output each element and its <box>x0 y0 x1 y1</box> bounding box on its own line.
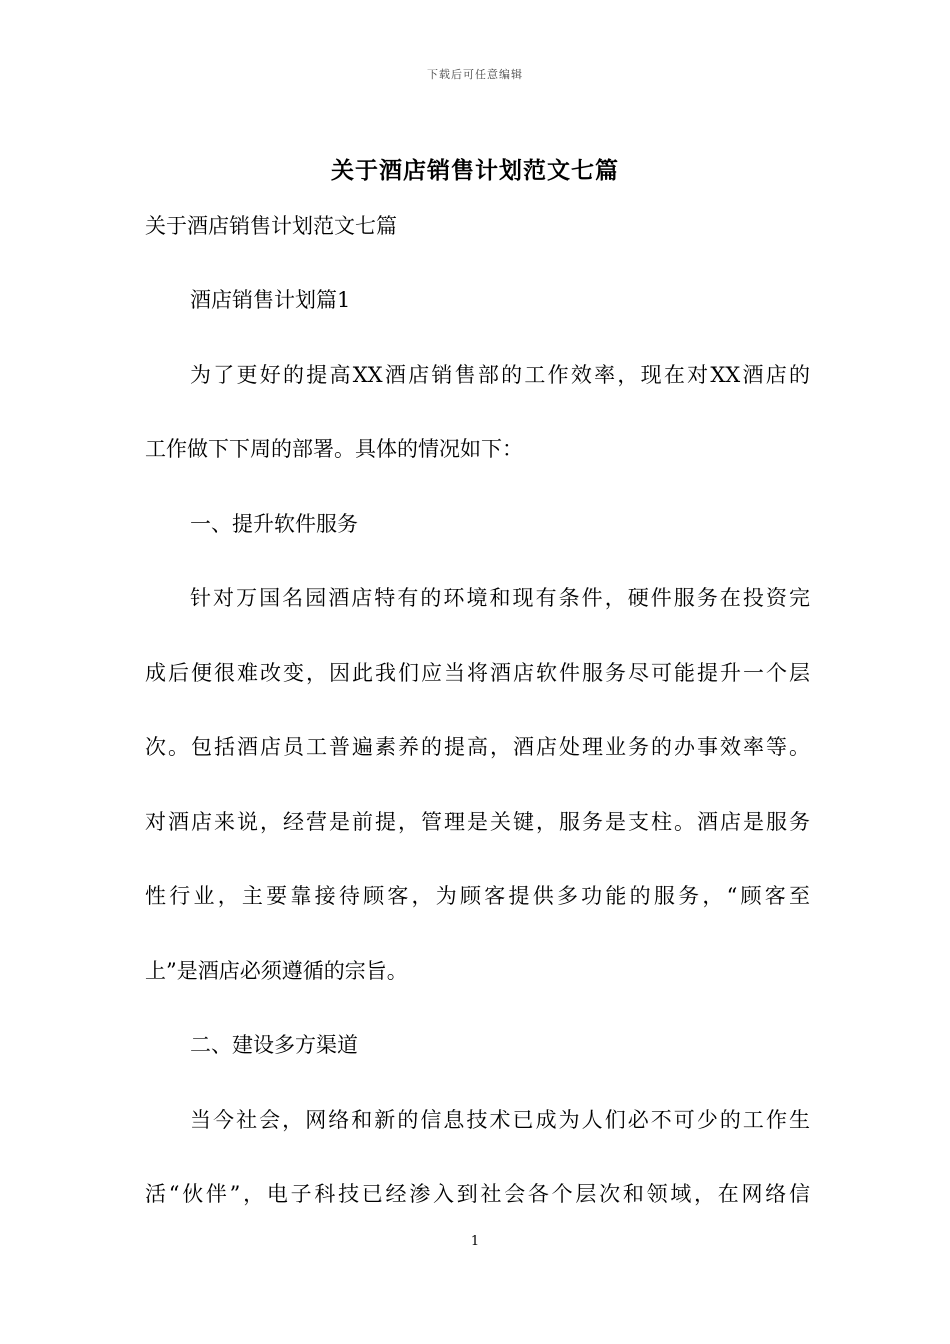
body-line: 针对万国名园酒店特有的环境和现有条件，硬件服务在投资完 <box>190 586 810 610</box>
page-number: 1 <box>470 1234 480 1249</box>
body-line: 性行业，主要靠接待顾客，为顾客提供多功能的服务，“顾客至 <box>145 884 810 908</box>
section-heading: 酒店销售计划篇1 <box>190 288 351 312</box>
body-line: 活“伙伴”，电子科技已经渗入到社会各个层次和领域，在网络信 <box>145 1182 810 1206</box>
document-title: 关于酒店销售计划范文七篇 <box>331 157 619 184</box>
section-heading: 一、提升软件服务 <box>190 512 358 536</box>
body-line: 次。包括酒店员工普遍素养的提高，酒店处理业务的办事效率等。 <box>145 735 810 759</box>
body-line: 为了更好的提高XX酒店销售部的工作效率，现在对XX酒店的 <box>190 363 810 387</box>
body-line: 成后便很难改变，因此我们应当将酒店软件服务尽可能提升一个层 <box>145 661 810 685</box>
body-line: 工作做下下周的部署。具体的情况如下： <box>145 437 523 461</box>
body-line: 上”是酒店必须遵循的宗旨。 <box>145 959 408 983</box>
section-heading: 二、建设多方渠道 <box>190 1033 358 1057</box>
body-line: 对酒店来说，经营是前提，管理是关键，服务是支柱。酒店是服务 <box>145 810 810 834</box>
body-line: 当今社会，网络和新的信息技术已成为人们必不可少的工作生 <box>190 1108 810 1132</box>
header-note: 下载后可任意编辑 <box>427 68 523 81</box>
body-line: 关于酒店销售计划范文七篇 <box>145 214 397 238</box>
